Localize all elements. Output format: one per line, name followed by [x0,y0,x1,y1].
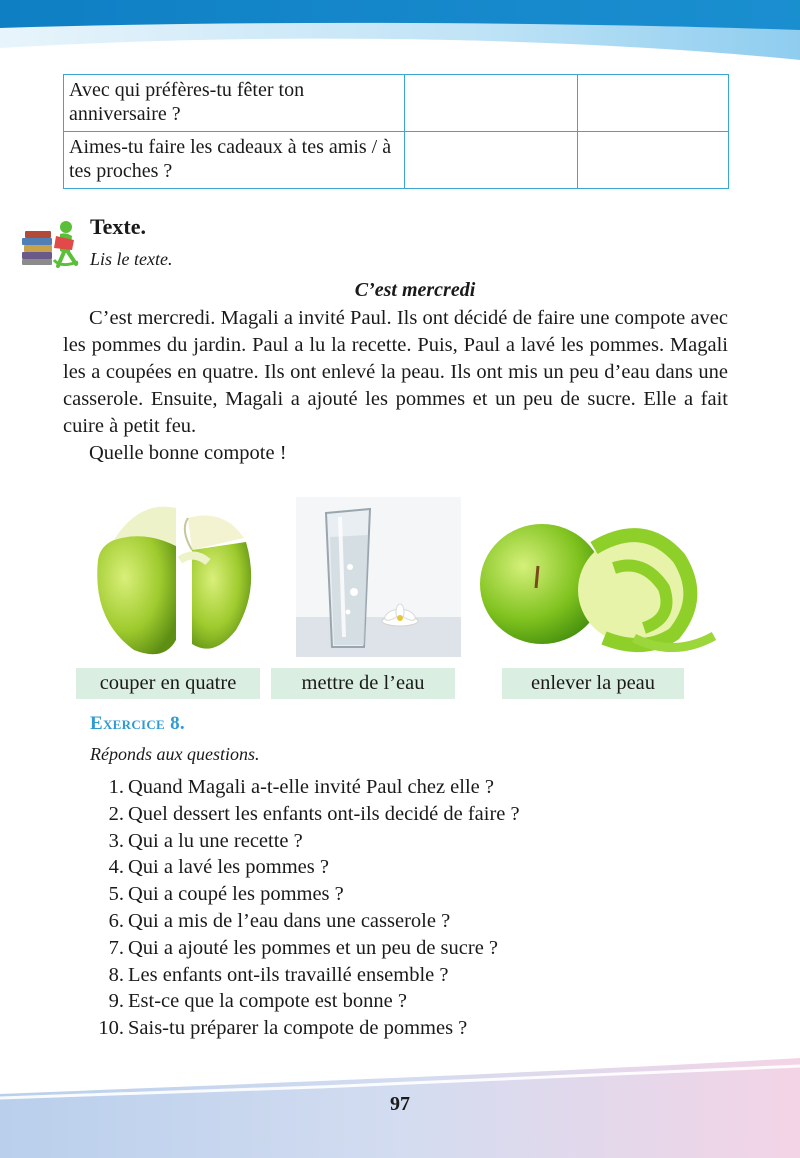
table-cell-answer[interactable] [578,132,729,189]
question-number: 10. [98,1017,124,1040]
question-number: 6. [108,909,124,932]
question-text: Les enfants ont-ils travaillé ensemble ? [128,963,449,986]
list-item [90,935,710,962]
list-item [90,854,710,881]
story-paragraph: C’est mercredi. Magali a invité Paul. Ils ont décidé de faire une compote avec les pommes du jardin. Paul a lu la recette. Puis, Paul a lavé les pommes. Magali les a coupées en quatre. Ils ont enlevé la peau. Ils ont mis un peu d’eau dans une casserole. Ensuite, Magali a ajouté les pommes et un peu de sucre. Elle a fait cuire à petit feu. [63,307,728,437]
table-cell-answer[interactable] [405,75,578,132]
story-text [63,305,728,467]
question-number: 2. [108,802,124,825]
exercise-title [90,713,185,735]
question-text: Qui a ajouté les pommes et un peu de sucre ? [128,936,499,959]
exercise-title-text: Exercice 8. [90,713,185,734]
section-instruction: Lis le texte. [90,249,173,269]
peeled-apple-image [474,508,719,658]
list-item [90,988,710,1015]
table-row [64,132,729,189]
question-list [90,774,710,1042]
table-cell-question: Aimes-tu faire les cadeaux à tes amis / à tes proches ? [64,132,405,189]
question-number: 4. [108,856,124,879]
list-item [90,801,710,828]
page-number: 97 [390,1093,410,1115]
question-number: 5. [108,883,124,906]
table-cell-answer[interactable] [405,132,578,189]
list-item [90,828,710,855]
table-row [64,75,729,132]
picture-caption: couper en quatre [76,668,260,699]
reading-books-icon [20,218,82,270]
list-item [90,1015,710,1042]
table-cell-question: Avec qui préfères-tu fêter ton anniversaire ? [64,75,405,132]
story-title: C’est mercredi [354,279,476,301]
section-heading: Texte. [90,214,147,239]
list-item [90,908,710,935]
question-text: Quel dessert les enfants ont-ils decidé de faire ? [128,802,520,825]
survey-table [63,74,729,189]
question-text: Qui a lu une recette ? [128,829,303,852]
list-item [90,881,710,908]
table-cell-answer[interactable] [578,75,729,132]
question-number: 3. [108,829,124,852]
question-number: 1. [108,776,124,798]
question-text: Qui a mis de l’eau dans une casserole ? [128,909,451,932]
question-number: 8. [108,963,124,986]
question-number: 7. [108,936,124,959]
picture-caption: mettre de l’eau [271,668,455,699]
story-paragraph: Quelle bonne compote ! [89,442,287,464]
picture-caption: enlever la peau [502,668,684,699]
question-number: 9. [108,990,124,1013]
question-text: Quand Magali a-t-elle invité Paul chez elle ? [128,776,494,798]
list-item [90,774,710,801]
glass-of-water-image [296,497,461,657]
list-item [90,962,710,989]
question-text: Est-ce que la compote est bonne ? [128,990,407,1013]
exercise-instruction: Réponds aux questions. [90,744,260,764]
question-text: Qui a lavé les pommes ? [128,856,329,879]
question-text: Sais-tu préparer la compote de pommes ? [128,1017,468,1040]
question-text: Qui a coupé les pommes ? [128,883,344,906]
cut-apple-image [84,490,264,660]
